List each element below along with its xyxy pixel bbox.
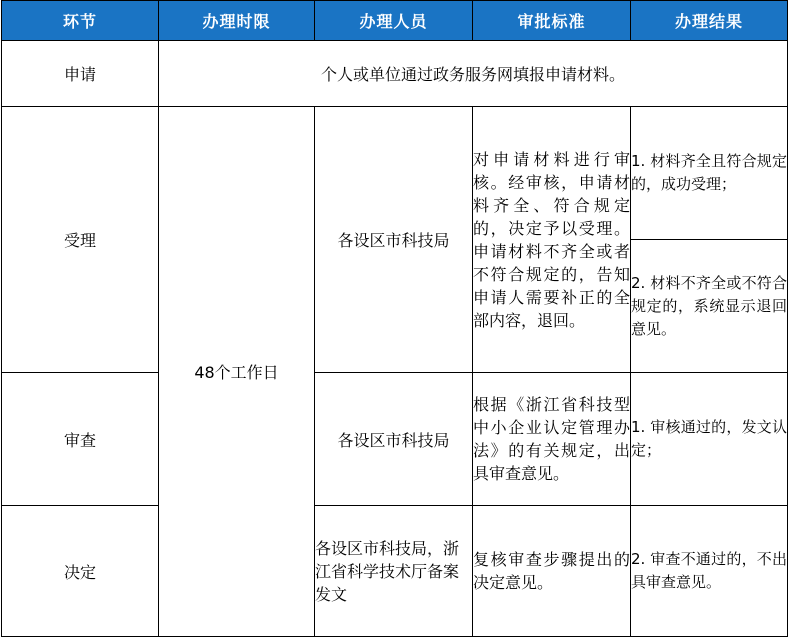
staff-review: 各设区市科技局 xyxy=(315,373,473,506)
stage-accept: 受理 xyxy=(2,107,159,373)
apply-description: 个人或单位通过政务服务网填报申请材料。 xyxy=(159,41,788,107)
stage-decide: 决定 xyxy=(2,506,159,637)
row-review xyxy=(2,373,788,506)
header-standard: 审批标准 xyxy=(473,1,631,41)
row-decide xyxy=(2,506,788,637)
header-row xyxy=(2,1,788,41)
stage-apply: 申请 xyxy=(2,41,159,107)
result-decide-fail: 2. 审查不通过的，不出具审查意见。 xyxy=(631,506,788,637)
staff-decide: 各设区市科技局，浙江省科学技术厅备案发文 xyxy=(315,506,473,637)
standard-decide: 复核审查步骤提出的决定意见。 xyxy=(473,506,631,637)
result-review-pass: 1. 审核通过的，发文认定； xyxy=(631,373,788,506)
header-result: 办理结果 xyxy=(631,1,788,41)
header-stage: 环节 xyxy=(2,1,159,41)
approval-process-table xyxy=(1,0,788,637)
stage-review: 审查 xyxy=(2,373,159,506)
row-apply xyxy=(2,41,788,107)
header-staff: 办理人员 xyxy=(315,1,473,41)
header-time-limit: 办理时限 xyxy=(159,1,315,41)
standard-review: 根据《浙江省科技型中小企业认定管理办法》的有关规定，出具审查意见。 xyxy=(473,373,631,506)
result-accept-success: 1. 材料齐全且符合规定的，成功受理； xyxy=(631,107,788,240)
staff-accept: 各设区市科技局 xyxy=(315,107,473,373)
standard-accept: 对申请材料进行审核。经审核，申请材料齐全、符合规定的，决定予以受理。申请材料不齐全或者不符合规定的，告知申请人需要补正的全部内容，退回。 xyxy=(473,107,631,373)
row-accept xyxy=(2,107,788,240)
time-limit-cell: 48个工作日 xyxy=(159,107,315,637)
result-accept-return: 2. 材料不齐全或不符合规定的，系统显示退回意见。 xyxy=(631,240,788,373)
